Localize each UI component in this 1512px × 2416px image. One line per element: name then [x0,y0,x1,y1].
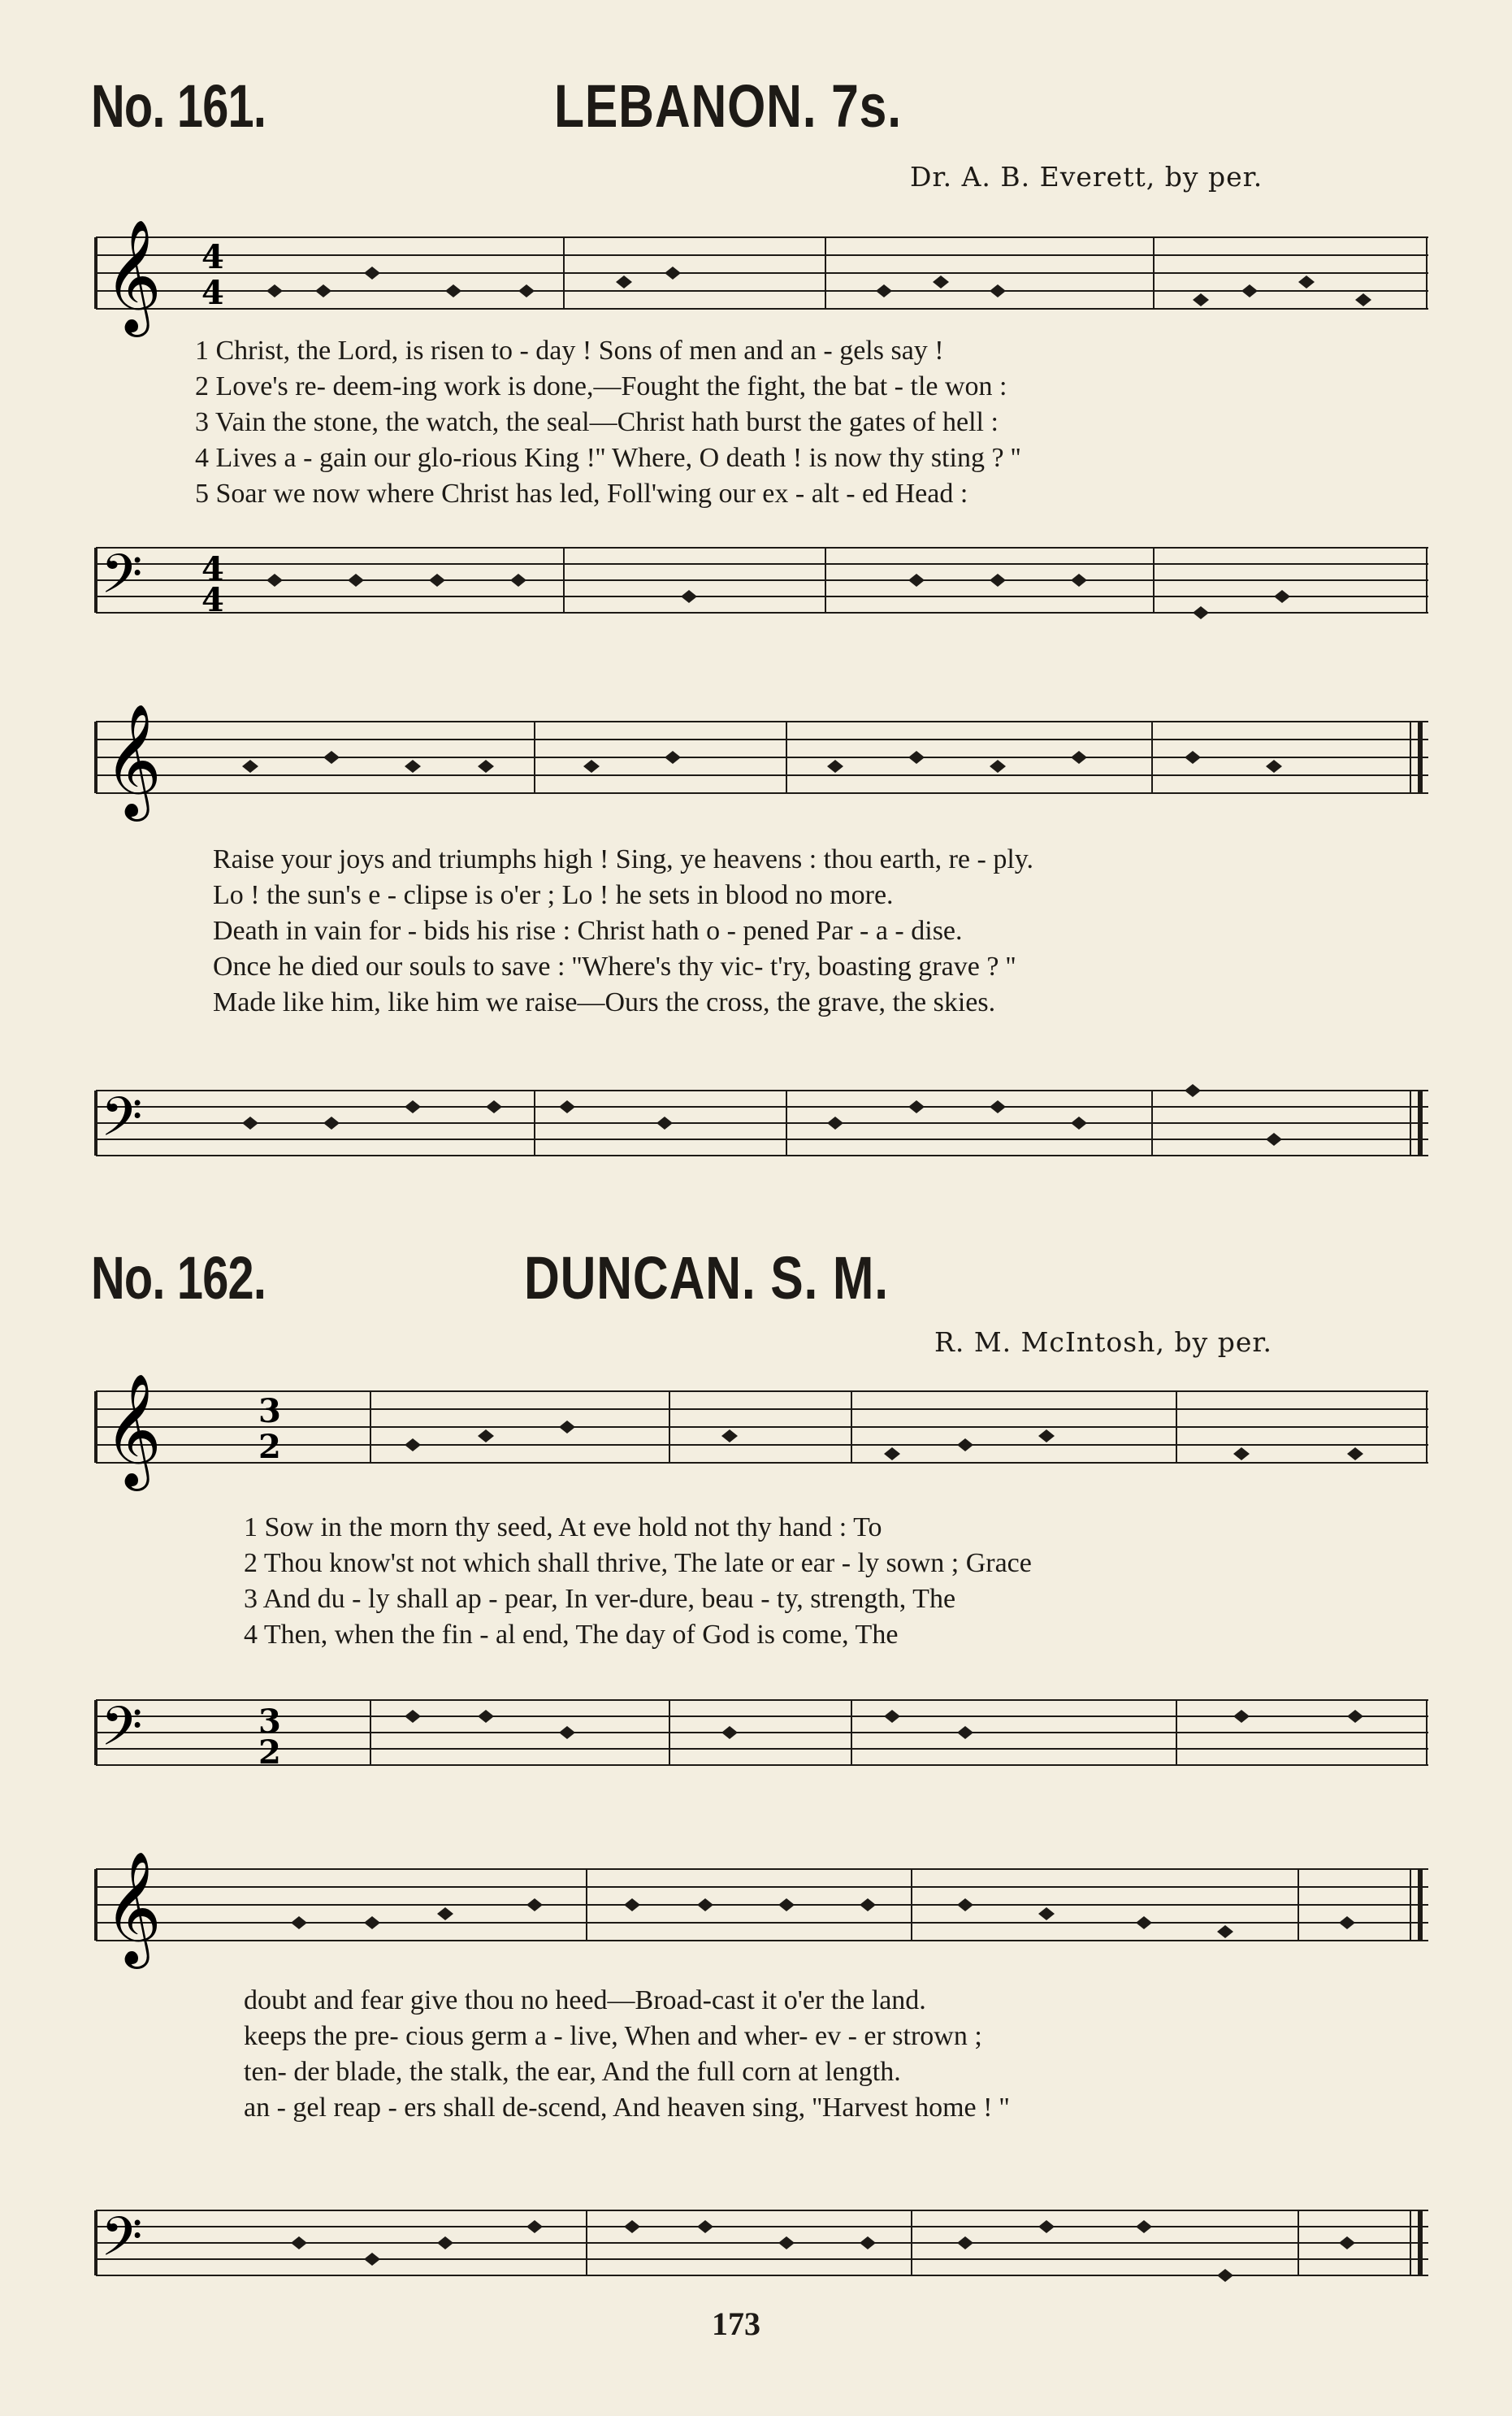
hymn-161-system-2-verse-3: Death in vain for - bids his rise : Christ hath o - pened Par - a - dise. [213,916,963,946]
svg-text:4: 4 [201,274,224,312]
hymn-161-system-1-verse-1: 1 Christ, the Lord, is risen to - day ! Sons of men and an - gels say ! [195,336,944,366]
hymn-162-system-2-verse-1: doubt and fear give thou no heed—Broad-cast it o'er the land. [244,1985,926,2015]
hymn-161-system-2-treble-staff [96,705,1428,819]
svg-text:𝄞: 𝄞 [104,704,162,817]
svg-text:𝄢: 𝄢 [101,543,143,618]
svg-text:4: 4 [201,550,224,588]
hymn-162-number: No. 162. [91,1244,266,1312]
hymn-162-title: DUNCAN. S. M. [524,1244,889,1312]
svg-text:4: 4 [201,581,224,619]
hymn-162-system-1-bass-staff [96,1684,1428,1789]
hymn-161-system-1-treble-staff [96,221,1428,335]
hymn-161-system-1-verse-2: 2 Love's re- deem-ing work is done,—Fought the fight, the bat - tle won : [195,371,1007,401]
hymn-162-system-1-verse-1: 1 Sow in the morn thy seed, At eve hold not thy hand : To [244,1512,882,1542]
hymn-162-system-2-treble-staff [96,1853,1428,1967]
hymn-161-system-2-verse-4: Once he died our souls to save : ''Where's thy vic- t'ry, boasting grave ? '' [213,952,1016,982]
hymn-162-system-2-bass-staff [96,2194,1428,2300]
svg-text:𝄢: 𝄢 [101,1695,143,1771]
hymn-161-system-1-verse-3: 3 Vain the stone, the watch, the seal—Christ hath burst the gates of hell : [195,407,999,437]
hymn-161-system-2-verse-5: Made like him, like him we raise—Ours the cross, the grave, the skies. [213,987,996,1017]
svg-text:3: 3 [258,1702,281,1741]
page-number: 173 [712,2305,760,2342]
hymn-162-system-2-verse-2: keeps the pre- cious germ a - live, When and wher- ev - er strown ; [244,2021,982,2051]
hymn-162-system-1-treble-staff [96,1375,1428,1489]
hymn-162-system-2-verse-3: ten- der blade, the stalk, the ear, And the full corn at length. [244,2057,901,2087]
hymn-162-system-1-verse-2: 2 Thou know'st not which shall thrive, The late or ear - ly sown ; Grace [244,1548,1032,1578]
svg-text:3: 3 [258,1392,281,1430]
hymn-161-title: LEBANON. 7s. [554,72,902,140]
svg-text:2: 2 [258,1428,281,1466]
hymn-162-system-1-verse-4: 4 Then, when the fin - al end, The day of God is come, The [244,1620,899,1650]
svg-text:𝄞: 𝄞 [104,1851,162,1964]
hymn-161-composer: Dr. A. B. Everett, by per. [910,161,1263,193]
svg-text:4: 4 [201,238,224,276]
svg-text:𝄢: 𝄢 [101,2206,143,2281]
hymn-162-system-2-verse-4: an - gel reap - ers shall de-scend, And heaven sing, ''Harvest home ! '' [244,2093,1010,2123]
hymn-162-composer: R. M. McIntosh, by per. [934,1326,1273,1358]
svg-text:2: 2 [258,1733,281,1772]
hymn-161-system-2-bass-staff [96,1074,1428,1180]
hymn-161-system-2-verse-1: Raise your joys and triumphs high ! Sing, ye heavens : thou earth, re - ply. [213,844,1034,874]
hymn-161-system-1-bass-staff [96,531,1428,637]
hymn-161-system-2-verse-2: Lo ! the sun's e - clipse is o'er ; Lo ! he sets in blood no more. [213,880,894,910]
hymn-161-system-1-verse-5: 5 Soar we now where Christ has led, Foll'wing our ex - alt - ed Head : [195,479,968,509]
svg-text:𝄞: 𝄞 [104,219,162,332]
hymn-161-number: No. 161. [91,72,266,140]
hymn-161-system-1-verse-4: 4 Lives a - gain our glo-rious King !'' Where, O death ! is now thy sting ? '' [195,443,1021,473]
hymn-162-system-1-verse-3: 3 And du - ly shall ap - pear, In ver-dure, beau - ty, strength, The [244,1584,956,1614]
svg-text:𝄞: 𝄞 [104,1373,162,1486]
svg-text:𝄢: 𝄢 [101,1086,143,1161]
